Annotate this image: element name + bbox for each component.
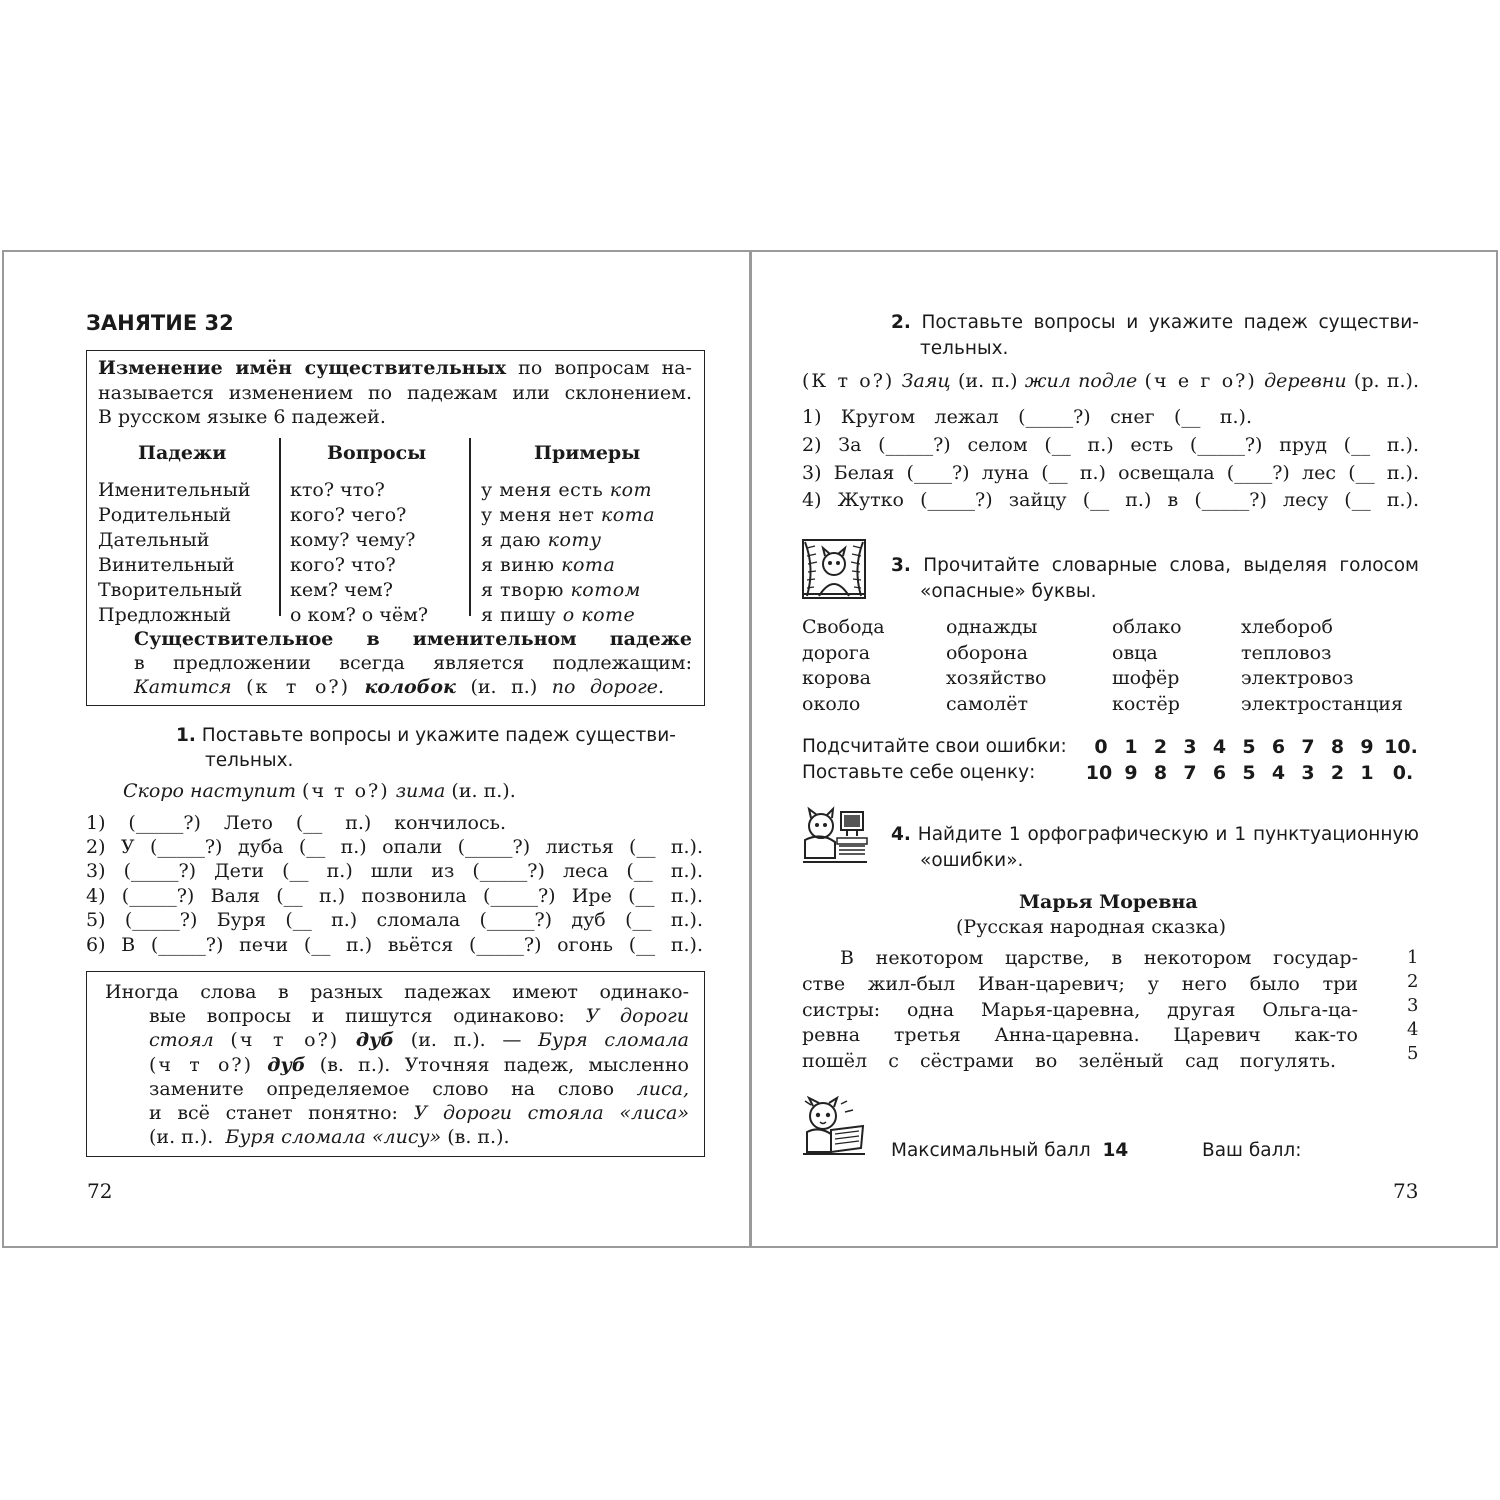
table-divider-2 — [469, 438, 471, 616]
task2-item: 4) Жутко (_____?) зайцу (__ п.) в (_____?) лесу (__ п.). — [802, 489, 1419, 511]
task1-item: 1) (_____?) Лето (__ п.) кончилось. — [86, 812, 506, 834]
question-row: кого? чего? — [290, 504, 407, 526]
rule-line-2: называется изменением по падежам или склонением. — [98, 382, 692, 404]
story-line: пошёл с сёстрами во зелёный сад погулять. — [802, 1050, 1336, 1072]
story-subtitle: (Русская народная сказка) — [956, 916, 1227, 938]
task1-example: Скоро наступит (ч т о?) зима (и. п.). — [123, 780, 516, 802]
story-title: Марья Моревна — [1019, 891, 1198, 913]
line-number: 3 — [1407, 995, 1419, 1016]
examples-column — [481, 478, 655, 628]
dictionary-word: самолёт — [946, 692, 1029, 715]
example-row: я творю котом — [481, 579, 641, 601]
note-line-4: (ч т о?) дуб (в. п.). Уточняя падеж, мысленно — [149, 1054, 690, 1076]
dictionary-word: корова — [802, 667, 871, 689]
task3-line-1: 3. Прочитайте словарные слова, выделяя голосом — [891, 555, 1420, 576]
dictionary-word: хозяйство — [946, 667, 1047, 689]
case-genitive: Родительный — [98, 504, 232, 526]
line-number: 2 — [1407, 971, 1419, 992]
subject-rule-line-1: Существительное в именительном падеже — [134, 628, 692, 650]
example-row: я пишу о коте — [481, 604, 636, 626]
words-column-3 — [1112, 615, 1182, 717]
page-number-right: 73 — [1393, 1179, 1419, 1203]
dictionary-word: Свобода — [802, 616, 885, 638]
task1-item: 5) (_____?) Буря (__ п.) сломала (_____?) дуб (__ п.). — [86, 909, 703, 931]
dictionary-word: однажды — [946, 616, 1038, 638]
line-number: 4 — [1407, 1019, 1419, 1040]
case-instrumental: Творительный — [98, 579, 243, 601]
dictionary-word: шофёр — [1112, 667, 1180, 689]
dictionary-word: тепловоз — [1241, 641, 1332, 664]
note-line-2: вые вопросы и пишутся одинаково: У дороги — [149, 1005, 689, 1027]
story-line: стве жил-был Иван-царевич; у него было три — [802, 973, 1358, 995]
example-row: у меня нет кота — [481, 504, 656, 526]
rule-rest: по вопросам на- — [518, 357, 692, 379]
lesson-title: ЗАНЯТИЕ 32 — [86, 311, 234, 335]
case-prepositional: Предложный — [98, 604, 232, 626]
task2-item: 3) Белая (____?) луна (__ п.) освещала (____?) лес (__ п.). — [802, 462, 1419, 484]
cases-column — [98, 478, 251, 628]
task2-item: 2) За (_____?) селом (__ п.) есть (_____?) пруд (__ п.). — [802, 434, 1419, 456]
note-line-3: стоял (ч т о?) дуб (и. п.). — Буря сломала — [149, 1029, 690, 1051]
story-line: В некотором царстве, в некотором государ- — [840, 947, 1358, 969]
header-examples: Примеры — [534, 442, 641, 464]
book-kitten-icon — [801, 1096, 867, 1158]
task1-line-1: 1. Поставьте вопросы и укажите падеж существи- — [176, 725, 676, 746]
dictionary-word: электростанция — [1241, 692, 1403, 715]
line-number: 1 — [1407, 947, 1419, 968]
line-number: 5 — [1407, 1043, 1419, 1064]
dictionary-word: около — [802, 692, 861, 715]
note-line-6: и всё станет понятно: У дороги стояла «лиса» — [149, 1102, 689, 1124]
task3-line-2: «опасные» буквы. — [920, 581, 1097, 602]
header-cases: Падежи — [138, 442, 227, 464]
question-row: о ком? о чём? — [290, 604, 429, 626]
table-divider-1 — [279, 438, 281, 616]
story-line: ревна третья Анна-царевна. Царевич как-то — [802, 1024, 1358, 1046]
task1-item: 3) (_____?) Дети (__ п.) шли из (_____?) леса (__ п.). — [86, 860, 703, 882]
story-line: систры: одна Марья-царевна, другая Ольга-ца- — [802, 999, 1358, 1021]
task1-item: 2) У (_____?) дуба (__ п.) опали (_____?) листья (__ п.). — [86, 836, 703, 858]
dictionary-word: костёр — [1112, 692, 1180, 715]
task1-item: 6) В (_____?) печи (__ п.) вьётся (_____?) огонь (__ п.). — [86, 934, 703, 956]
task1-line-2: тельных. — [205, 750, 294, 771]
reading-cat-icon — [801, 806, 869, 868]
example-row: у меня есть кот — [481, 479, 653, 501]
question-row: кто? что? — [290, 479, 385, 501]
case-accusative: Винительный — [98, 554, 235, 576]
rule-line-3: В русском языке 6 падежей. — [98, 406, 386, 428]
questions-column — [290, 478, 428, 628]
subject-rule-example: Катится (к т о?) колобок (и. п.) по дороге. — [134, 676, 664, 698]
words-column-4 — [1241, 615, 1403, 717]
task4-line-2: «ошибки». — [920, 850, 1024, 871]
task2-item: 1) Кругом лежал (_____?) снег (__ п.). — [802, 406, 1252, 428]
grades-row: 10 9 8 7 6 5 4 3 2 1 0. — [1085, 762, 1414, 784]
example-row: я виню кота — [481, 554, 616, 576]
rule-bold: Изменение имён существительных — [98, 357, 507, 379]
page-divider — [749, 250, 752, 1248]
question-row: кого? что? — [290, 554, 396, 576]
max-score: Максимальный балл 14 — [891, 1140, 1129, 1161]
words-column-1 — [802, 615, 885, 717]
dictionary-word: хлебороб — [1241, 616, 1333, 638]
question-row: кому? чему? — [290, 529, 416, 551]
case-nominative: Именительный — [98, 479, 251, 501]
note-line-7: (и. п.). Буря сломала «лису» (в. п.). — [149, 1126, 510, 1148]
window-cat-icon — [801, 538, 867, 600]
dictionary-word: оборона — [946, 641, 1028, 664]
task2-example: (К т о?) Заяц (и. п.) жил подле (ч е г о?) деревни (р. п.). — [802, 370, 1419, 392]
subject-rule-line-2: в предложении всегда является подлежащим: — [134, 652, 692, 674]
dictionary-word: дорога — [802, 641, 871, 664]
line-numbers — [1407, 946, 1418, 1066]
dictionary-word: овца — [1112, 641, 1158, 664]
task4-line-1: 4. Найдите 1 орфографическую и 1 пунктуационную — [891, 824, 1419, 845]
page-number-left: 72 — [87, 1179, 113, 1203]
errors-row: 0 1 2 3 4 5 6 7 8 9 10. — [1094, 736, 1418, 758]
task2-line-1: 2. Поставьте вопросы и укажите падеж существи- — [891, 312, 1419, 333]
case-dative: Дательный — [98, 529, 210, 551]
rule-line-1 — [98, 357, 692, 379]
note-line-1: Иногда слова в разных падежах имеют одинако- — [105, 981, 689, 1003]
count-errors-label: Подсчитайте свои ошибки: — [802, 736, 1067, 757]
question-row: кем? чем? — [290, 579, 393, 601]
header-questions: Вопросы — [327, 442, 427, 464]
task1-item: 4) (_____?) Валя (__ п.) позвонила (_____?) Ире (__ п.). — [86, 885, 703, 907]
task2-line-2: тельных. — [920, 338, 1009, 359]
your-score-label: Ваш балл: — [1202, 1140, 1302, 1161]
example-row: я даю коту — [481, 529, 602, 551]
note-line-5: замените определяемое слово на слово лиса, — [149, 1078, 689, 1100]
dictionary-word: облако — [1112, 616, 1182, 638]
dictionary-word: электровоз — [1241, 667, 1354, 689]
words-column-2 — [946, 615, 1046, 717]
grade-label: Поставьте себе оценку: — [802, 762, 1036, 783]
